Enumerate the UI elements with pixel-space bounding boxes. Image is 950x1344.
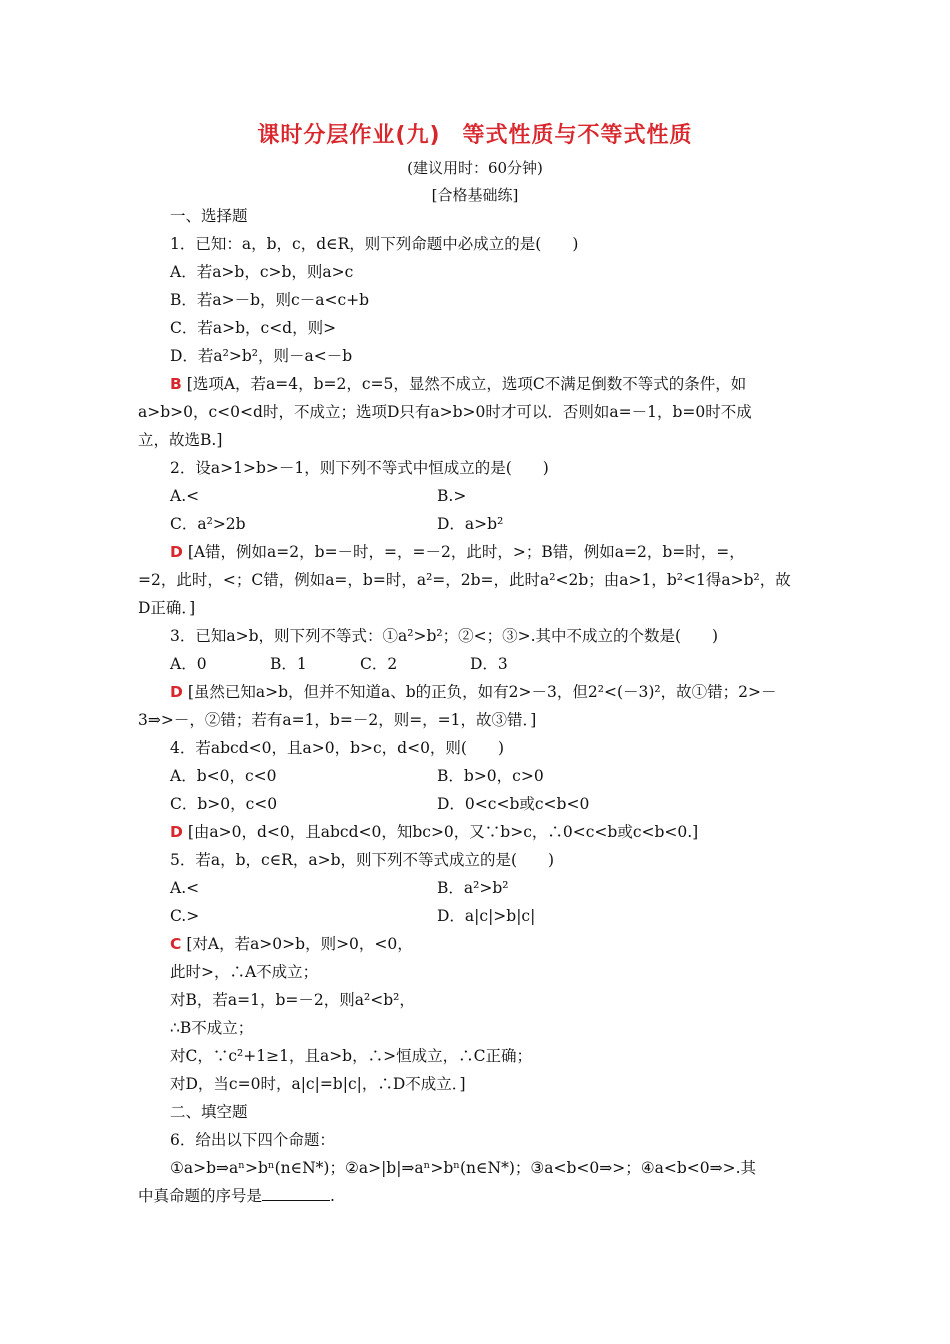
title-part2: 等式性质与不等式性质 <box>462 123 693 148</box>
q3-option-b: B．1 <box>270 655 307 673</box>
q5-stem: 5．若a，b，c∈R，a>b，则下列不等式成立的是( ) <box>170 851 555 869</box>
q2-answer: D <box>170 543 183 561</box>
q4-answer: D <box>170 823 183 841</box>
title-part1: 课时分层作业(九) <box>257 123 441 148</box>
q3-explanation-line2: 3⇒>－，②错；若有a=1，b=－2，则=，=1，故③错．] <box>138 711 537 729</box>
q2-explanation-line3: D正确．] <box>138 599 196 617</box>
q5-explanation-line1: C [对A，若a>0>b，则>0，<0， <box>170 935 413 953</box>
q1-stem: 1．已知：a，b，c，d∈R，则下列命题中必成立的是( ) <box>170 235 579 253</box>
q1-explanation-line1: B [选项A，若a=4，b=2，c=5，显然不成立，选项C不满足倒数不等式的条件，如 <box>170 375 747 393</box>
q5-option-c: C.> <box>170 907 200 925</box>
suggested-time: (建议用时：60分钟) <box>407 159 543 177</box>
q3-answer: D <box>170 683 183 701</box>
page-title <box>0 118 950 149</box>
q2-stem: 2．设a>1>b>－1，则下列不等式中恒成立的是( ) <box>170 459 549 477</box>
q5-explanation-line4: ∴B不成立； <box>170 1019 254 1037</box>
q1-option-a: A．若a>b，c>b，则a>c <box>170 263 354 281</box>
q4-explanation-line1: D [由a>0，d<0，且abcd<0，知bc>0，又∵b>c，∴0<c<b或c<b<0.] <box>170 823 699 841</box>
section-heading-choice: 一、选择题 <box>170 207 248 225</box>
q2-option-c: C．a²>2b <box>170 515 246 533</box>
q4-option-b: B．b>0，c>0 <box>437 767 544 785</box>
q4-option-d: D．0<c<b或c<b<0 <box>437 795 590 813</box>
q2-option-b: B.> <box>437 487 467 505</box>
q5-option-d: D．a|c|>b|c| <box>437 907 536 925</box>
q3-explanation-line1: D [虽然已知a>b，但并不知道a、b的正负，如有2>－3，但2²<(－3)²，故①错；2>－ <box>170 683 777 701</box>
q3-option-c: C．2 <box>360 655 398 673</box>
section-heading-fill: 二、填空题 <box>170 1103 248 1121</box>
q4-stem: 4．若abcd<0，且a>0，b>c，d<0，则( ) <box>170 739 505 757</box>
q1-option-b: B．若a>－b，则c－a<c+b <box>170 291 370 309</box>
answer-blank <box>262 1186 330 1201</box>
q3-stem: 3．已知a>b，则下列不等式：①a²>b²；②<；③>.其中不成立的个数是( ) <box>170 627 719 645</box>
q3-option-a: A．0 <box>170 655 207 673</box>
q5-explanation-line2: 此时>，∴A不成立； <box>170 963 319 981</box>
q5-explanation-line3: 对B，若a=1，b=－2，则a²<b²， <box>170 991 415 1009</box>
q2-option-d: D．a>b² <box>437 515 504 533</box>
q1-explanation-line2: a>b>0，c<0<d时，不成立；选项D只有a>b>0时才可以．否则如a=－1，b=0时不成 <box>138 403 752 421</box>
q1-explanation-line3: 立，故选B.] <box>138 431 223 449</box>
q5-explanation-line5: 对C，∵c²+1≥1，且a>b，∴>恒成立，∴C正确； <box>170 1047 532 1065</box>
q1-option-c: C．若a>b，c<d，则> <box>170 319 337 337</box>
q6-line1: ①a>b⇒aⁿ>bⁿ(n∈N*)；②a>|b|⇒aⁿ>bⁿ(n∈N*)；③a<b<0⇒>；④a<b<0⇒>.其 <box>170 1159 757 1177</box>
q1-option-d: D．若a²>b²，则－a<－b <box>170 347 353 365</box>
q3-option-d: D．3 <box>470 655 508 673</box>
q5-option-a: A.< <box>170 879 200 897</box>
level-label: [合格基础练] <box>431 186 519 204</box>
q4-option-a: A．b<0，c<0 <box>170 767 277 785</box>
q2-explanation-line2: =2，此时，<；C错，例如a=，b=时，a²=，2b=，此时a²<2b；由a>1，b²<1得a>b²，故 <box>138 571 791 589</box>
q4-option-c: C．b>0，c<0 <box>170 795 278 813</box>
q5-explanation-line6: 对D，当c=0时，a|c|=b|c|，∴D不成立．] <box>170 1075 466 1093</box>
q1-answer: B <box>170 375 182 393</box>
q2-option-a: A.< <box>170 487 200 505</box>
q6-line2: 中真命题的序号是 . <box>138 1187 335 1205</box>
q6-stem: 6．给出以下四个命题： <box>170 1131 335 1149</box>
q2-explanation-line1: D [A错，例如a=2，b=－时，=，=－2，此时，>；B错，例如a=2，b=时，=， <box>170 543 745 561</box>
q5-answer: C <box>170 935 182 953</box>
q5-option-b: B．a²>b² <box>437 879 509 897</box>
